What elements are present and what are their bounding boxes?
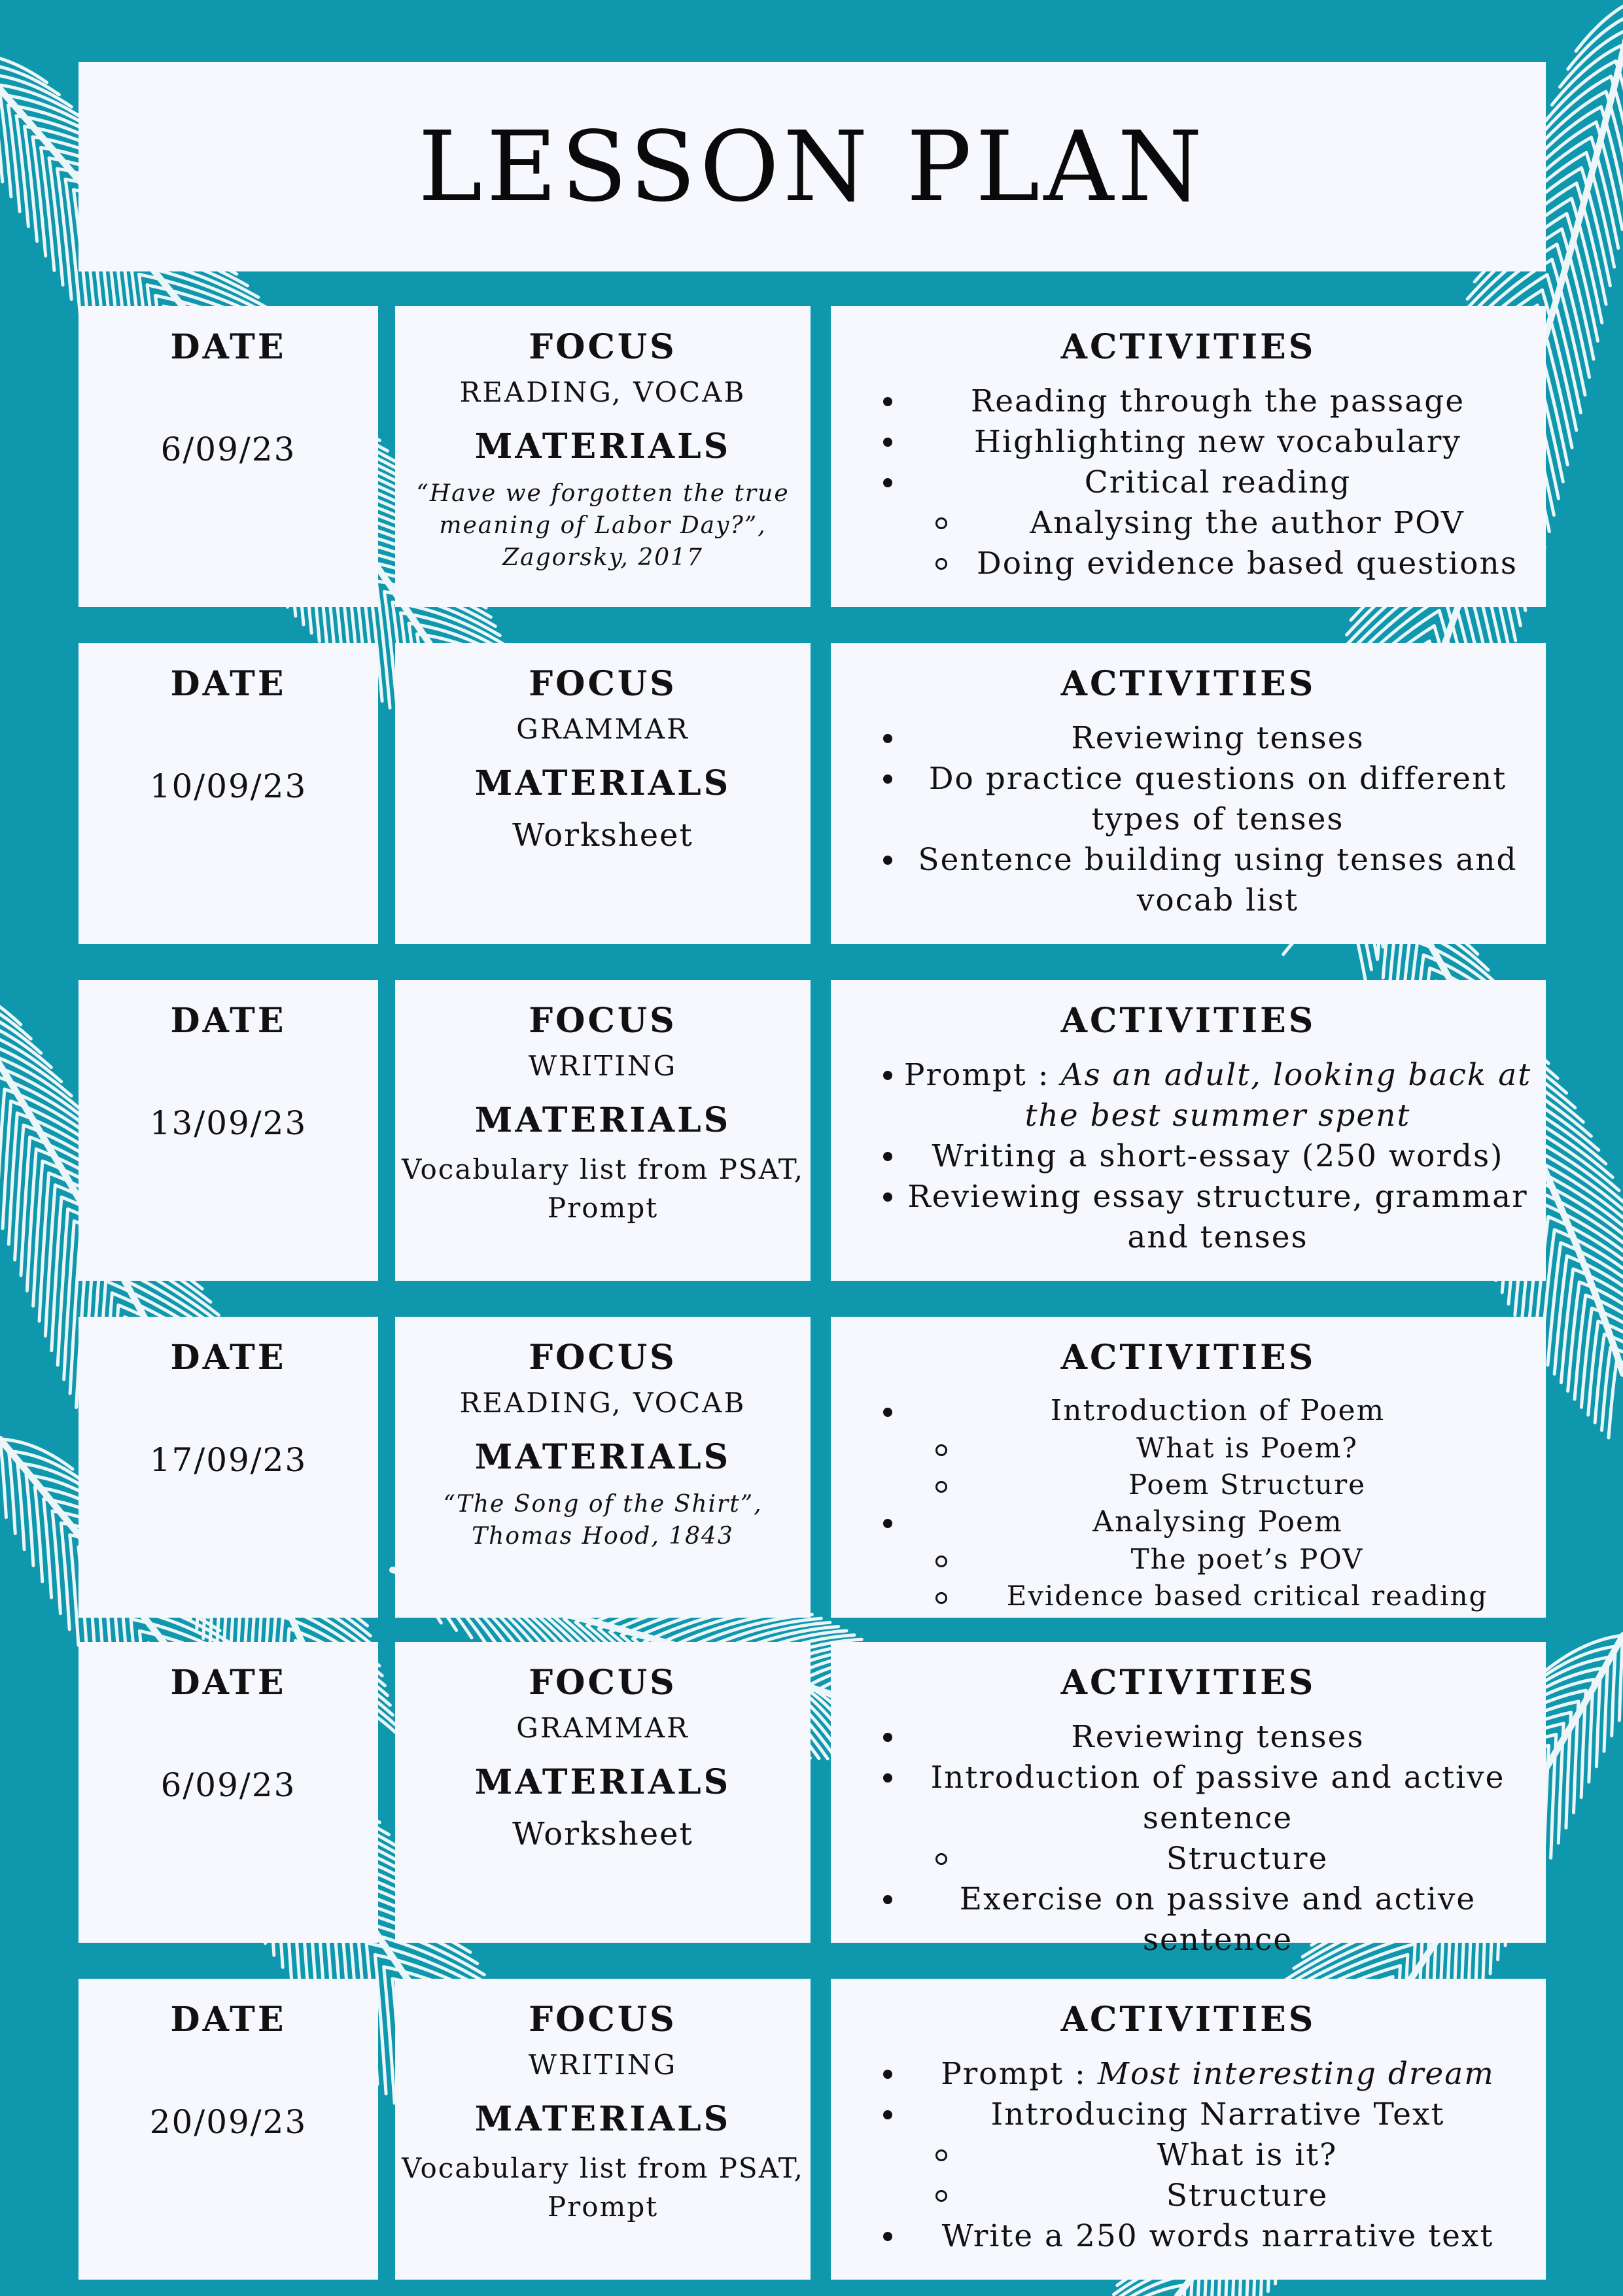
activity-text: Write a 250 words narrative text (941, 2218, 1494, 2254)
bullet-icon (935, 558, 947, 570)
activities-list (831, 718, 1546, 921)
materials-heading: MATERIALS (474, 1100, 731, 1140)
lesson-materials: Vocabulary list from PSAT, Prompt (402, 1153, 804, 1224)
activity-text: Doing evidence based questions (977, 546, 1518, 582)
date-heading: DATE (170, 2000, 287, 2040)
title-panel (79, 62, 1546, 271)
activity-prompt-text: As an adult, looking back at the best summer spent (1024, 1057, 1532, 1134)
activity-text: Analysing Poem (1092, 1505, 1343, 1539)
activity-item (831, 1136, 1546, 1177)
activity-text: Introducing Narrative Text (990, 2096, 1445, 2132)
materials-heading: MATERIALS (474, 426, 731, 466)
activity-item (831, 462, 1546, 503)
lesson-materials: Worksheet (512, 1816, 693, 1852)
date-heading: DATE (170, 664, 287, 704)
activities-heading: ACTIVITIES (1060, 327, 1316, 367)
activity-item (831, 1879, 1546, 1960)
focus-materials-cell (395, 306, 811, 607)
activity-text: Structure (1166, 1841, 1329, 1877)
lesson-materials: “The Song of the Shirt”, Thomas Hood, 1843 (443, 1491, 763, 1550)
bullet-icon (883, 1071, 892, 1080)
focus-materials-cell (395, 980, 811, 1281)
date-cell (79, 1642, 378, 1943)
activity-item (831, 1578, 1546, 1614)
activities-heading: ACTIVITIES (1060, 1001, 1316, 1041)
bullet-icon (883, 774, 892, 784)
activity-item (831, 1839, 1546, 1879)
activity-text: Do practice questions on different types of tenses (928, 761, 1507, 837)
bullet-icon (883, 856, 892, 865)
activities-heading: ACTIVITIES (1060, 1663, 1316, 1703)
lesson-focus: GRAMMAR (516, 1712, 689, 1744)
activity-text: Reviewing tenses (1071, 720, 1365, 756)
lesson-date: 20/09/23 (149, 2103, 307, 2141)
activity-item (831, 2216, 1546, 2257)
activity-item (831, 1177, 1546, 1258)
date-heading: DATE (170, 327, 287, 367)
lesson-focus: READING, VOCAB (459, 1387, 746, 1419)
activity-text: Introduction of passive and active sentence (930, 1760, 1505, 1836)
activities-cell (831, 1642, 1546, 1958)
bullet-icon (883, 478, 892, 487)
date-cell (79, 1979, 378, 2280)
bullet-icon (883, 438, 892, 447)
activity-text: Reviewing tenses (1071, 1719, 1365, 1755)
bullet-icon (883, 1773, 892, 1783)
activity-item (831, 544, 1546, 584)
lesson-materials: Vocabulary list from PSAT, Prompt (402, 2152, 804, 2223)
bullet-icon (935, 2149, 947, 2161)
activity-item (831, 1503, 1546, 1541)
activity-text: What is it? (1157, 2137, 1338, 2173)
activity-text: Critical reading (1084, 464, 1352, 500)
activities-list (831, 1055, 1546, 1258)
focus-materials-cell (395, 643, 811, 944)
focus-heading: FOCUS (529, 1338, 677, 1378)
activities-cell (831, 306, 1546, 607)
materials-heading: MATERIALS (474, 2099, 731, 2139)
activity-text: Reviewing essay structure, grammar and tenses (907, 1179, 1528, 1255)
activity-item (831, 2095, 1546, 2135)
focus-heading: FOCUS (529, 2000, 677, 2040)
materials-heading: MATERIALS (474, 1437, 731, 1477)
activity-text: Evidence based critical reading (1006, 1580, 1488, 1612)
lesson-date: 6/09/23 (160, 1766, 296, 1804)
activity-item (831, 503, 1546, 544)
page-title: LESSON PLAN (418, 111, 1206, 223)
activities-heading: ACTIVITIES (1060, 1338, 1316, 1378)
activity-text: Introduction of Poem (1050, 1394, 1386, 1427)
lesson-date: 10/09/23 (149, 767, 307, 805)
activity-text: Exercise on passive and active sentence (959, 1881, 1476, 1958)
bullet-icon (883, 397, 892, 406)
bullet-icon (883, 2110, 892, 2119)
activity-item (831, 1717, 1546, 1758)
lesson-date: 13/09/23 (149, 1104, 307, 1142)
bullet-icon (935, 2190, 947, 2202)
lesson-focus: WRITING (528, 1050, 678, 1082)
bullet-icon (883, 734, 892, 743)
bullet-icon (935, 1444, 947, 1456)
date-cell (79, 306, 378, 607)
activity-text: Structure (1166, 2178, 1329, 2214)
focus-materials-cell (395, 1979, 811, 2280)
activity-item (831, 759, 1546, 840)
focus-materials-cell (395, 1642, 811, 1943)
activity-item (831, 2135, 1546, 2176)
bullet-icon (935, 1481, 947, 1493)
activities-cell (831, 643, 1546, 944)
date-heading: DATE (170, 1001, 287, 1041)
activity-item (831, 1541, 1546, 1578)
activity-item (831, 1055, 1546, 1136)
lesson-date: 17/09/23 (149, 1441, 307, 1479)
materials-heading: MATERIALS (474, 1762, 731, 1802)
activities-list (831, 1392, 1546, 1614)
bullet-icon (883, 1519, 892, 1528)
activities-heading: ACTIVITIES (1060, 2000, 1316, 2040)
bullet-icon (935, 1592, 947, 1604)
activity-text: Poem Structure (1128, 1469, 1367, 1501)
lesson-focus: READING, VOCAB (459, 376, 746, 408)
date-heading: DATE (170, 1338, 287, 1378)
activity-item (831, 718, 1546, 759)
focus-heading: FOCUS (529, 1001, 677, 1041)
activities-list (831, 1717, 1546, 1960)
bullet-icon (935, 517, 947, 529)
activities-cell (831, 980, 1546, 1281)
date-cell (79, 643, 378, 944)
activity-text: Reading through the passage (970, 383, 1465, 419)
lesson-materials: Worksheet (512, 817, 693, 854)
activity-text: Analysing the author POV (1030, 505, 1465, 541)
activity-text: Writing a short-essay (250 words) (932, 1138, 1504, 1174)
activities-cell (831, 1979, 1546, 2280)
activity-item (831, 1758, 1546, 1839)
bullet-icon (883, 1152, 892, 1161)
activity-item (831, 1430, 1546, 1467)
activity-text: What is Poem? (1136, 1432, 1358, 1464)
activity-prompt-text: Most interesting dream (1097, 2056, 1495, 2092)
activity-text: Sentence building using tenses and vocab list (918, 842, 1518, 918)
bullet-icon (935, 1556, 947, 1567)
focus-materials-cell (395, 1317, 811, 1618)
focus-heading: FOCUS (529, 1663, 677, 1703)
date-cell (79, 980, 378, 1281)
bullet-icon (935, 1853, 947, 1865)
bullet-icon (883, 1733, 892, 1742)
activity-text: Prompt : (941, 2056, 1098, 2092)
lesson-materials: “Have we forgotten the true meaning of Labor Day?”, Zagorsky, 2017 (416, 480, 790, 571)
focus-heading: FOCUS (529, 327, 677, 367)
activity-item (831, 2054, 1546, 2095)
lesson-date: 6/09/23 (160, 430, 296, 468)
bullet-icon (883, 1408, 892, 1417)
activity-item (831, 381, 1546, 422)
bullet-icon (883, 1192, 892, 1202)
materials-heading: MATERIALS (474, 763, 731, 803)
activity-item (831, 840, 1546, 921)
activity-text: Prompt : (903, 1057, 1061, 1093)
activity-item (831, 1392, 1546, 1430)
bullet-icon (883, 1895, 892, 1904)
bullet-icon (883, 2070, 892, 2079)
activity-item (831, 2176, 1546, 2216)
activity-text: The poet’s POV (1130, 1543, 1364, 1575)
focus-heading: FOCUS (529, 664, 677, 704)
activity-item (831, 422, 1546, 462)
activities-list (831, 2054, 1546, 2257)
date-heading: DATE (170, 1663, 287, 1703)
lesson-focus: WRITING (528, 2049, 678, 2081)
activity-text: Highlighting new vocabulary (974, 424, 1461, 460)
activity-item (831, 1467, 1546, 1503)
activities-list (831, 381, 1546, 584)
date-cell (79, 1317, 378, 1618)
lesson-focus: GRAMMAR (516, 713, 689, 745)
activities-cell (831, 1317, 1546, 1618)
bullet-icon (883, 2232, 892, 2241)
activities-heading: ACTIVITIES (1060, 664, 1316, 704)
